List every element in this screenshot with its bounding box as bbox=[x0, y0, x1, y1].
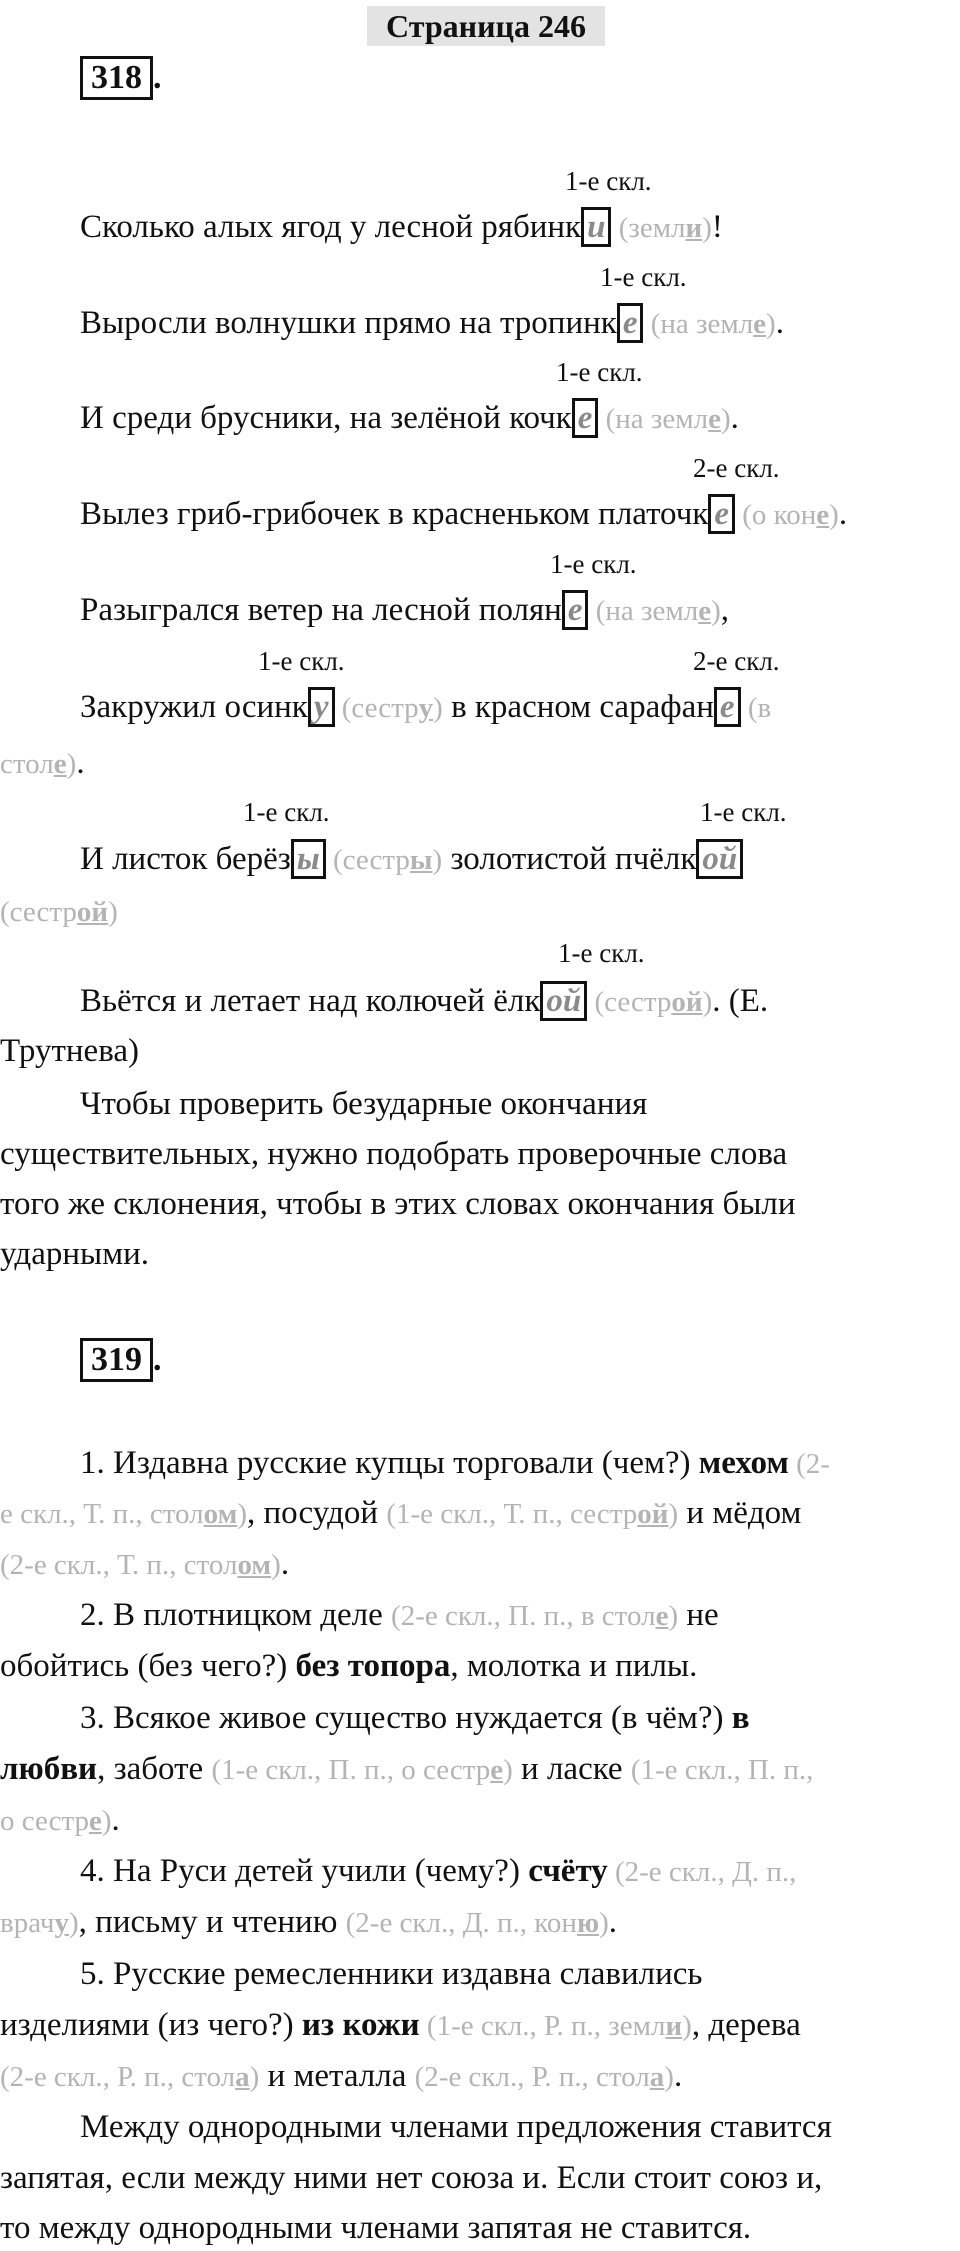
sentence-line: 5. Русские ремесленники издавна славились bbox=[80, 1956, 703, 1992]
rule-line: запятая, если между ними нет союза и. Если стоит союз и, bbox=[0, 2160, 823, 2196]
ending-box: и bbox=[581, 207, 611, 247]
declension-annotation: 1-е скл. bbox=[700, 797, 787, 827]
declension-annotation: 1-е скл. bbox=[550, 549, 637, 579]
ending-box: у bbox=[308, 687, 335, 727]
text-line: столе). bbox=[0, 745, 85, 781]
paragraph-line: существительных, нужно подобрать проверочные слова bbox=[0, 1136, 788, 1172]
sentence-line: изделиями (из чего?) из кожи (1-е скл., Р. п., земли), дерева bbox=[0, 2007, 801, 2043]
declension-annotation: 1-е скл. bbox=[600, 262, 687, 292]
declension-annotation: 1-е скл. bbox=[258, 646, 345, 676]
declension-annotation: 1-е скл. bbox=[243, 797, 330, 827]
ending-box: ой bbox=[540, 981, 587, 1021]
paragraph-line: того же склонения, чтобы в этих словах окончания были bbox=[0, 1186, 796, 1222]
sentence-line: е скл., Т. п., столом), посудой (1-е скл., Т. п., сестрой) и мёдом bbox=[0, 1495, 802, 1531]
sentence-line: врачу), письму и чтению (2-е скл., Д. п., коню). bbox=[0, 1904, 618, 1940]
sentence-line: обойтись (без чего?) без топора, молотка и пилы. bbox=[0, 1648, 698, 1684]
sentence-line: 2. В плотницком деле (2-е скл., П. п., в столе) не bbox=[80, 1597, 719, 1633]
text-line: Выросли волнушки прямо на тропинк е (на земле). bbox=[80, 305, 784, 341]
paragraph-line: Чтобы проверить безударные окончания bbox=[80, 1086, 648, 1122]
page-title: Страница 246 bbox=[367, 6, 605, 46]
declension-annotation: 2-е скл. bbox=[693, 453, 780, 483]
paragraph-line: ударными. bbox=[0, 1236, 149, 1272]
sentence-line: 1. Издавна русские купцы торговали (чем?) мехом (2- bbox=[80, 1445, 830, 1481]
ending-box: ой bbox=[696, 839, 743, 879]
text-line: И среди брусники, на зелёной кочк е (на земле). bbox=[80, 400, 739, 436]
text-line: Вьётся и летает над колючей ёлк ой (сестрой). (Е. bbox=[80, 983, 769, 1019]
text-line: Разыгрался ветер на лесной полян е (на земле), bbox=[80, 592, 729, 628]
declension-annotation: 1-е скл. bbox=[565, 166, 652, 196]
declension-annotation: 2-е скл. bbox=[693, 646, 780, 676]
declension-annotation: 1-е скл. bbox=[556, 357, 643, 387]
declension-annotation: 1-е скл. bbox=[558, 938, 645, 968]
text-line: Закружил осинк у (сестру) в красном сарафан е (в bbox=[80, 689, 772, 725]
ending-box: ы bbox=[291, 839, 326, 879]
rule-line: то между однородными членами запятая не ставится. bbox=[0, 2210, 752, 2246]
sentence-line: (2-е скл., Р. п., стола) и металла (2-е скл., Р. п., стола). bbox=[0, 2058, 683, 2094]
ending-box: е bbox=[617, 303, 644, 343]
text-line: (сестрой) bbox=[0, 896, 118, 928]
sentence-line: любви, заботе (1-е скл., П. п., о сестре) и ласке (1-е скл., П. п., bbox=[0, 1751, 814, 1787]
sentence-line: о сестре). bbox=[0, 1802, 120, 1838]
exercise-number-318: 318 . bbox=[80, 56, 162, 100]
ending-box: е bbox=[562, 590, 589, 630]
text-line: И листок берёз ы (сестры) золотистой пчёлк ой bbox=[80, 838, 743, 881]
ending-box: е bbox=[708, 494, 735, 534]
sentence-line: (2-е скл., Т. п., столом). bbox=[0, 1546, 290, 1582]
ending-box: е bbox=[572, 398, 599, 438]
text-line: Вылез гриб-грибочек в красненьком платочк е (о коне). bbox=[80, 496, 848, 532]
sentence-line: 3. Всякое живое существо нуждается (в чём?) в bbox=[80, 1700, 750, 1736]
rule-line: Между однородными членами предложения ставится bbox=[80, 2109, 832, 2145]
text-line: Сколько алых ягод у лесной рябинк и (земли)! bbox=[80, 209, 723, 245]
exercise-number-319: 319 . bbox=[80, 1338, 162, 1382]
text-line: Трутнева) bbox=[0, 1033, 139, 1069]
sentence-line: 4. На Руси детей учили (чему?) счёту (2-е скл., Д. п., bbox=[80, 1853, 797, 1889]
ending-box: е bbox=[714, 687, 741, 727]
